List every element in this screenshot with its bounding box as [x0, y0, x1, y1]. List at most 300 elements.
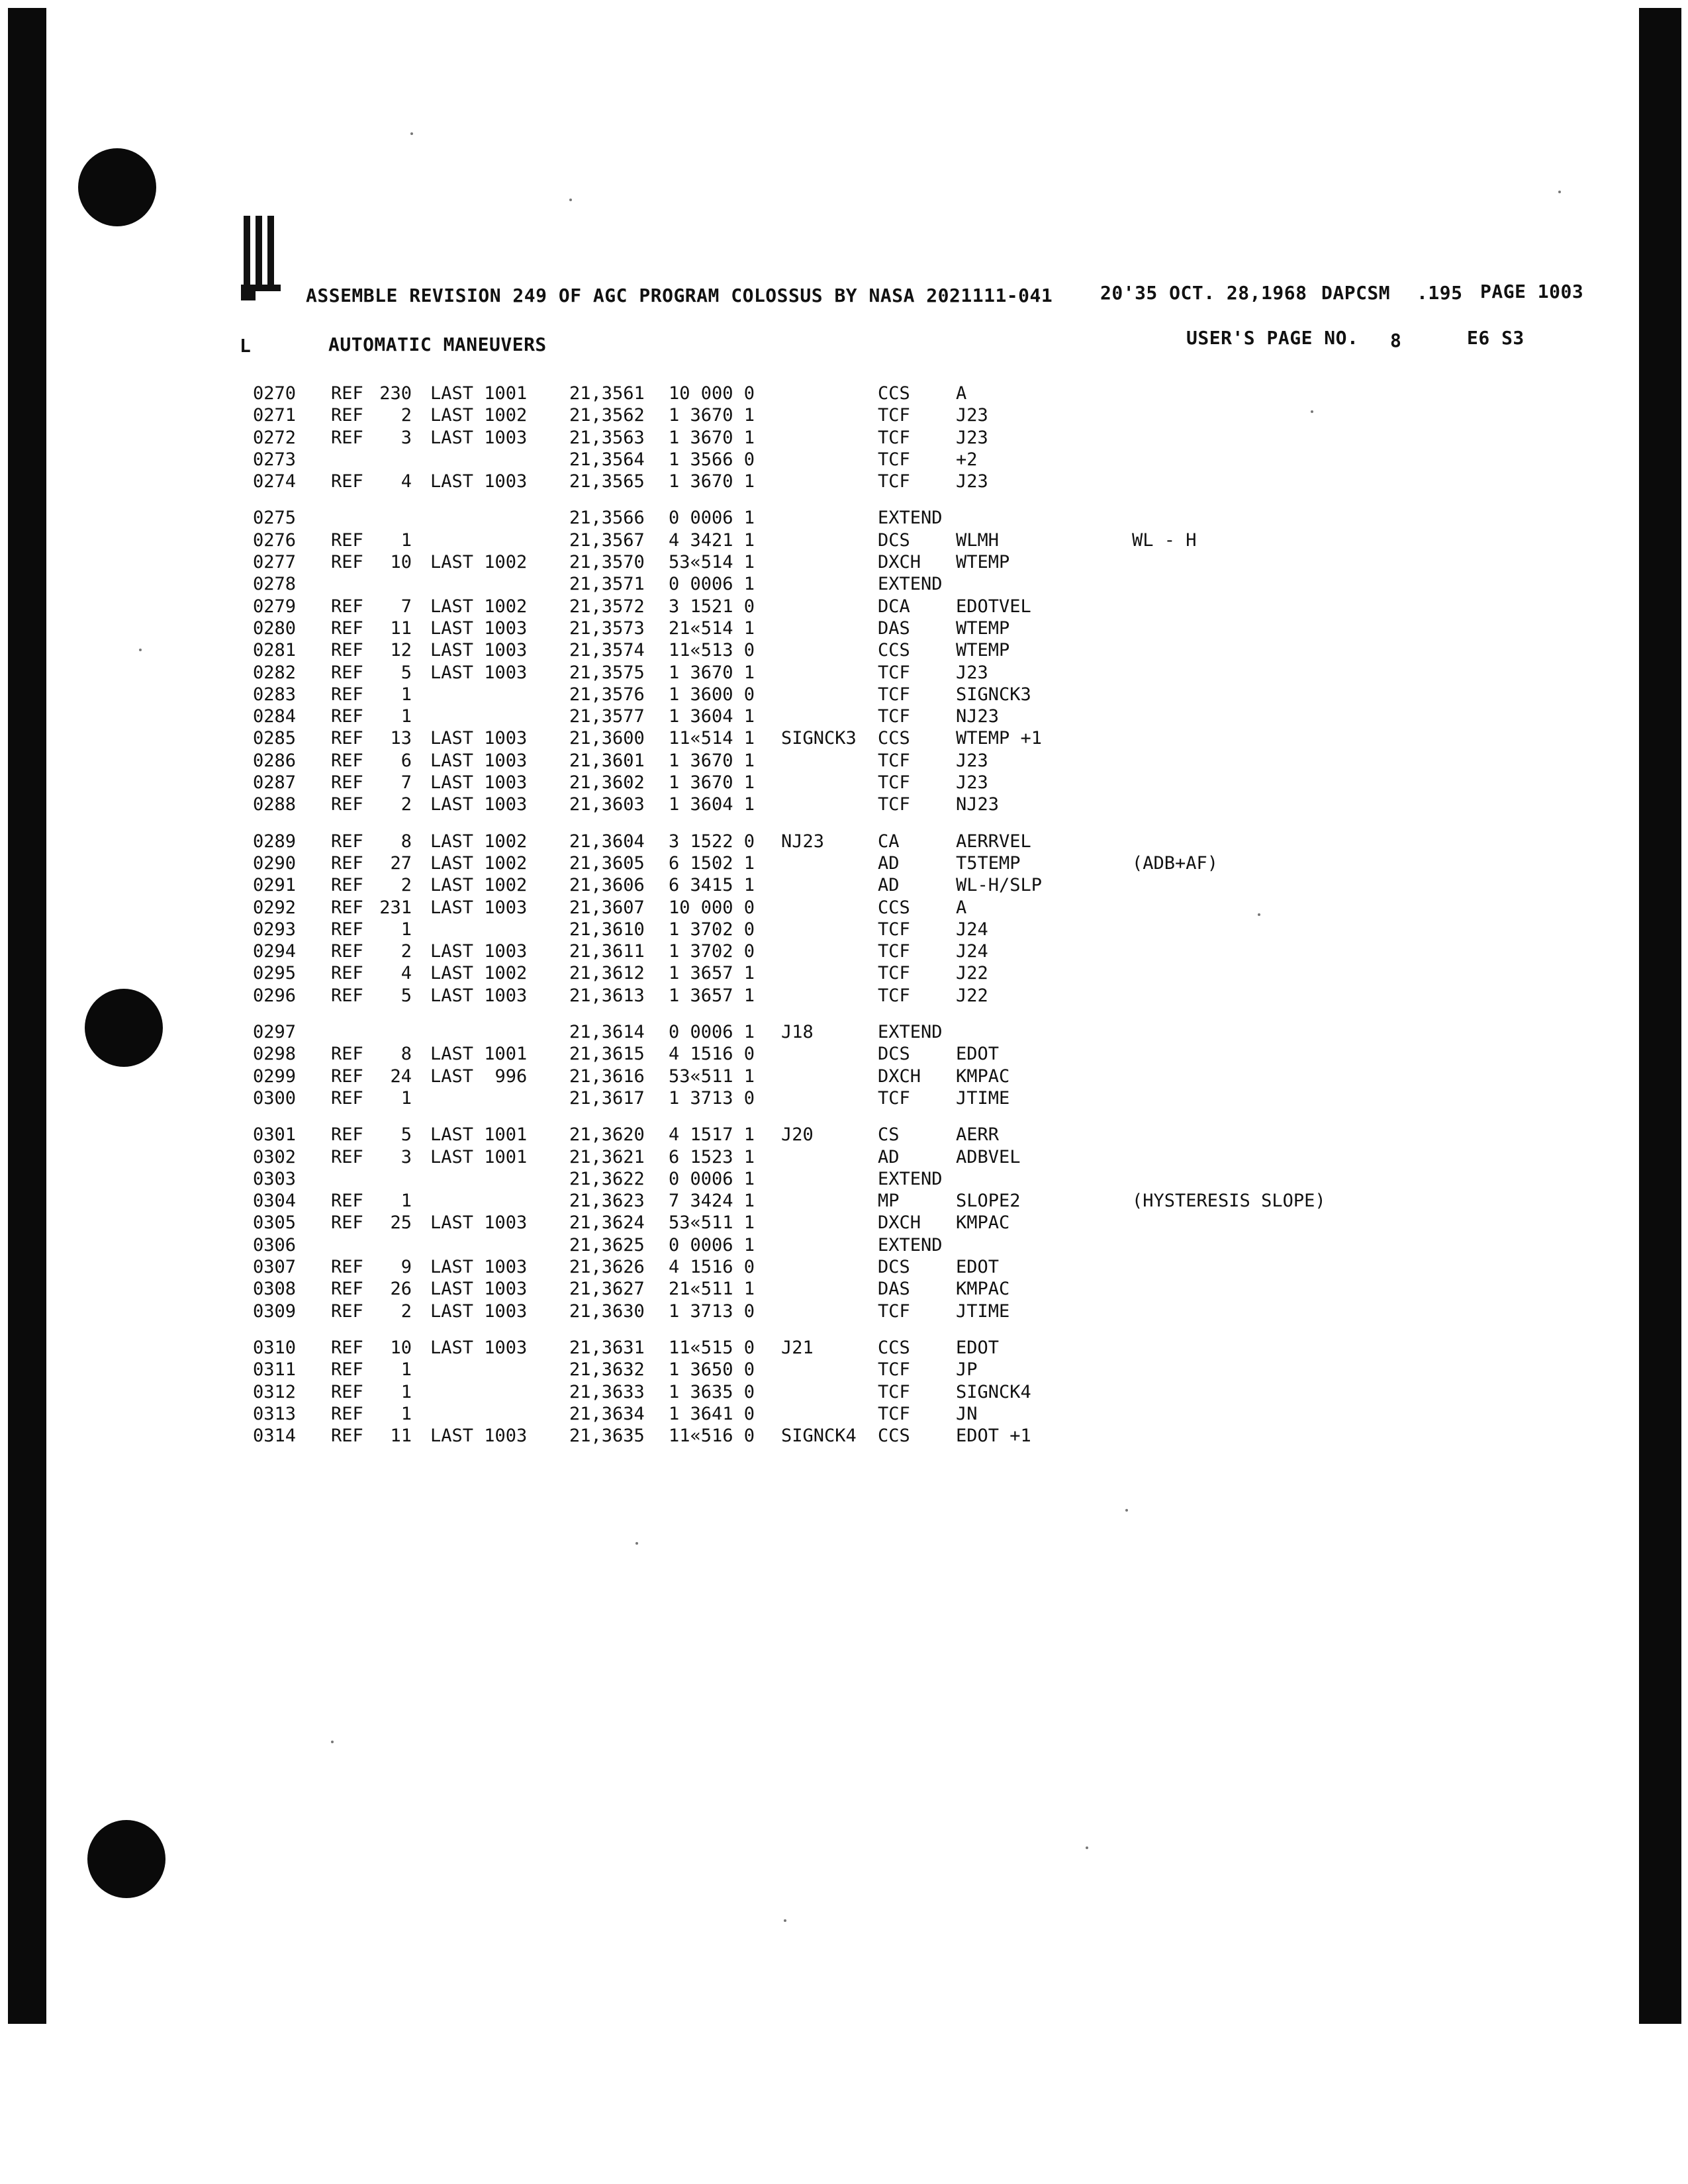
ref-count: 11 [390, 1426, 412, 1446]
line-number: 0314 [253, 1426, 297, 1446]
line-number: 0299 [253, 1066, 297, 1087]
ref-count: 5 [400, 662, 412, 683]
listing-row [0, 1278, 1688, 1300]
symbol-label: J20 [781, 1124, 814, 1145]
listing-row [0, 874, 1688, 897]
address: 21,3621 [569, 1147, 645, 1167]
listing-row [0, 772, 1688, 794]
ref-count: 1 [400, 530, 412, 551]
address: 21,3575 [569, 662, 645, 683]
operand: KMPAC [956, 1066, 1010, 1087]
line-number: 0310 [253, 1338, 297, 1358]
line-number: 0298 [253, 1044, 297, 1064]
address: 21,3604 [569, 831, 645, 852]
listing-row [0, 1403, 1688, 1426]
address: 21,3601 [569, 751, 645, 771]
opcode: DCS [878, 1257, 910, 1277]
listing-row [0, 427, 1688, 449]
last-ref: LAST 1003 [430, 728, 528, 749]
listing-row [0, 727, 1688, 750]
opcode: EXTEND [878, 1022, 943, 1042]
machine-code: 1 3702 0 [669, 919, 755, 940]
opcode: EXTEND [878, 508, 943, 528]
ref-label: REF [331, 1044, 363, 1064]
line-number: 0287 [253, 772, 297, 793]
ref-count: 8 [400, 1044, 412, 1064]
ref-label: REF [331, 684, 363, 705]
punch-hole-bottom [87, 1820, 165, 1898]
listing-row [0, 940, 1688, 963]
operand: KMPAC [956, 1212, 1010, 1233]
section-title: AUTOMATIC MANEUVERS [328, 334, 547, 355]
listing-row [0, 1021, 1688, 1044]
line-number: 0304 [253, 1191, 297, 1211]
listing-row [0, 507, 1688, 529]
opcode: TCF [878, 405, 910, 426]
bank-code: E6 S3 [1467, 327, 1524, 349]
opcode: DCA [878, 596, 910, 617]
listing-row [0, 1234, 1688, 1257]
line-number: 0281 [253, 640, 297, 660]
machine-code: 0 0006 1 [669, 574, 755, 594]
ref-label: REF [331, 1191, 363, 1211]
operand: JP [956, 1359, 978, 1380]
line-number: 0284 [253, 706, 297, 727]
machine-code: 1 3702 0 [669, 941, 755, 962]
last-ref: LAST 1003 [430, 1301, 528, 1322]
line-number: 0296 [253, 985, 297, 1006]
listing-row [0, 449, 1688, 471]
ref-label: REF [331, 897, 363, 918]
machine-code: 1 3670 1 [669, 428, 755, 448]
ref-count: 10 [390, 1338, 412, 1358]
operand: AERR [956, 1124, 1000, 1145]
ref-count: 10 [390, 552, 412, 572]
machine-code: 11«514 1 [669, 728, 755, 749]
opcode: TCF [878, 706, 910, 727]
page-number: PAGE 1003 [1480, 281, 1584, 302]
ref-count: 12 [390, 640, 412, 660]
operand: ADBVEL [956, 1147, 1021, 1167]
address: 21,3563 [569, 428, 645, 448]
line-number: 0312 [253, 1382, 297, 1402]
operand: J24 [956, 941, 988, 962]
ref-label: REF [331, 1088, 363, 1109]
line-number: 0282 [253, 662, 297, 683]
machine-code: 4 3421 1 [669, 530, 755, 551]
machine-code: 10 000 0 [669, 383, 755, 404]
ref-count: 2 [400, 794, 412, 815]
address: 21,3625 [569, 1235, 645, 1255]
ref-label: REF [331, 405, 363, 426]
opcode: DAS [878, 1279, 910, 1299]
opcode: TCF [878, 1404, 910, 1424]
address: 21,3561 [569, 383, 645, 404]
opcode: CCS [878, 640, 910, 660]
listing-row [0, 1190, 1688, 1212]
opcode: DAS [878, 618, 910, 639]
last-ref: LAST 1002 [430, 552, 528, 572]
line-number: 0285 [253, 728, 297, 749]
operand: A [956, 383, 967, 404]
address: 21,3576 [569, 684, 645, 705]
ref-label: REF [331, 1426, 363, 1446]
machine-code: 1 3641 0 [669, 1404, 755, 1424]
operand: T5TEMP [956, 853, 1021, 874]
ref-label: REF [331, 772, 363, 793]
line-number: 0272 [253, 428, 297, 448]
last-ref: LAST 1003 [430, 428, 528, 448]
ref-count: 5 [400, 1124, 412, 1145]
opcode: TCF [878, 471, 910, 492]
ref-count: 2 [400, 405, 412, 426]
address: 21,3577 [569, 706, 645, 727]
operand: WLMH [956, 530, 1000, 551]
ref-label: REF [331, 919, 363, 940]
punch-hole-top [78, 148, 156, 226]
symbol-label: J21 [781, 1338, 814, 1358]
line-number: 0271 [253, 405, 297, 426]
line-number: 0303 [253, 1169, 297, 1189]
address: 21,3571 [569, 574, 645, 594]
address: 21,3611 [569, 941, 645, 962]
machine-code: 4 1517 1 [669, 1124, 755, 1145]
machine-code: 4 1516 0 [669, 1257, 755, 1277]
ref-count: 27 [390, 853, 412, 874]
listing-row [0, 985, 1688, 1007]
operand: J23 [956, 405, 988, 426]
machine-code: 6 3415 1 [669, 875, 755, 895]
listing-row [0, 1146, 1688, 1169]
ref-label: REF [331, 985, 363, 1006]
ref-label: REF [331, 428, 363, 448]
ref-count: 7 [400, 772, 412, 793]
listing-row [0, 617, 1688, 640]
machine-code: 3 1522 0 [669, 831, 755, 852]
machine-code: 1 3650 0 [669, 1359, 755, 1380]
line-number: 0297 [253, 1022, 297, 1042]
opcode: CCS [878, 1338, 910, 1358]
comment: (HYSTERESIS SLOPE) [1132, 1191, 1326, 1211]
ref-label: REF [331, 831, 363, 852]
listing-row [0, 1337, 1688, 1359]
opcode: TCF [878, 1382, 910, 1402]
ref-label: REF [331, 383, 363, 404]
line-number: 0307 [253, 1257, 297, 1277]
machine-code: 53«514 1 [669, 552, 755, 572]
machine-code: 3 1521 0 [669, 596, 755, 617]
last-ref: LAST 1003 [430, 897, 528, 918]
ref-label: REF [331, 1212, 363, 1233]
listing-row [0, 1256, 1688, 1279]
line-number: 0292 [253, 897, 297, 918]
opcode: CCS [878, 1426, 910, 1446]
machine-code: 53«511 1 [669, 1212, 755, 1233]
symbol-label: J18 [781, 1022, 814, 1042]
listing-row [0, 684, 1688, 706]
operand: AERRVEL [956, 831, 1031, 852]
ref-count: 5 [400, 985, 412, 1006]
address: 21,3617 [569, 1088, 645, 1109]
line-number: 0275 [253, 508, 297, 528]
last-ref: LAST 1003 [430, 1257, 528, 1277]
operand: JTIME [956, 1088, 1010, 1109]
scan-left-border [8, 8, 46, 2024]
print-timestamp: 20'35 OCT. 28,1968 [1100, 282, 1307, 304]
ref-count: 1 [400, 1382, 412, 1402]
listing-row [0, 1359, 1688, 1381]
page-fraction: .195 [1417, 282, 1463, 304]
opcode: TCF [878, 751, 910, 771]
opcode: TCF [878, 963, 910, 983]
line-number: 0280 [253, 618, 297, 639]
last-ref: LAST 1001 [430, 1147, 528, 1167]
last-ref: LAST 1001 [430, 1044, 528, 1064]
last-ref: LAST 1003 [430, 1279, 528, 1299]
operand: WL-H/SLP [956, 875, 1043, 895]
ref-label: REF [331, 1338, 363, 1358]
line-number: 0294 [253, 941, 297, 962]
ref-label: REF [331, 530, 363, 551]
ref-label: REF [331, 1301, 363, 1322]
machine-code: 1 3713 0 [669, 1301, 755, 1322]
line-number: 0301 [253, 1124, 297, 1145]
operand: SIGNCK4 [956, 1382, 1031, 1402]
machine-code: 1 3604 1 [669, 794, 755, 815]
opcode: TCF [878, 985, 910, 1006]
operand: JTIME [956, 1301, 1010, 1322]
ref-label: REF [331, 1359, 363, 1380]
listing-row [0, 404, 1688, 427]
assembly-title: ASSEMBLE REVISION 249 OF AGC PROGRAM COLOSSUS BY NASA 2021111-041 [306, 285, 1053, 306]
listing-row [0, 383, 1688, 405]
ref-count: 13 [390, 728, 412, 749]
operand: WTEMP [956, 552, 1010, 572]
last-ref: LAST 1002 [430, 963, 528, 983]
line-number: 0279 [253, 596, 297, 617]
operand: EDOT [956, 1044, 1000, 1064]
last-ref: LAST 1003 [430, 1338, 528, 1358]
machine-code: 10 000 0 [669, 897, 755, 918]
address: 21,3610 [569, 919, 645, 940]
ref-count: 26 [390, 1279, 412, 1299]
listing-row [0, 919, 1688, 941]
ref-label: REF [331, 1066, 363, 1087]
operand: A [956, 897, 967, 918]
address: 21,3572 [569, 596, 645, 617]
line-number: 0302 [253, 1147, 297, 1167]
ref-label: REF [331, 706, 363, 727]
ref-label: REF [331, 662, 363, 683]
listing-row [0, 705, 1688, 728]
ref-label: REF [331, 963, 363, 983]
machine-code: 1 3600 0 [669, 684, 755, 705]
listing-row [0, 750, 1688, 772]
operand: JN [956, 1404, 978, 1424]
operand: NJ23 [956, 706, 1000, 727]
last-ref: LAST 1003 [430, 471, 528, 492]
address: 21,3613 [569, 985, 645, 1006]
line-number: 0270 [253, 383, 297, 404]
line-number: 0305 [253, 1212, 297, 1233]
ref-label: REF [331, 751, 363, 771]
address: 21,3615 [569, 1044, 645, 1064]
machine-code: 1 3670 1 [669, 751, 755, 771]
last-ref: LAST 1003 [430, 640, 528, 660]
listing-row [0, 573, 1688, 596]
listing-row [0, 897, 1688, 919]
line-number: 0277 [253, 552, 297, 572]
users-page-label: USER'S PAGE NO. [1186, 327, 1359, 349]
ref-count: 2 [400, 1301, 412, 1322]
ref-count: 1 [400, 1088, 412, 1109]
last-ref: LAST 1002 [430, 405, 528, 426]
opcode: EXTEND [878, 1169, 943, 1189]
operand: NJ23 [956, 794, 1000, 815]
line-number: 0291 [253, 875, 297, 895]
machine-code: 21«511 1 [669, 1279, 755, 1299]
line-number: 0288 [253, 794, 297, 815]
address: 21,3607 [569, 897, 645, 918]
ref-label: REF [331, 1404, 363, 1424]
opcode: TCF [878, 919, 910, 940]
ref-count: 24 [390, 1066, 412, 1087]
opcode: AD [878, 875, 900, 895]
line-number: 0309 [253, 1301, 297, 1322]
machine-code: 6 1523 1 [669, 1147, 755, 1167]
address: 21,3605 [569, 853, 645, 874]
address: 21,3627 [569, 1279, 645, 1299]
ref-count: 7 [400, 596, 412, 617]
machine-code: 1 3713 0 [669, 1088, 755, 1109]
opcode: CA [878, 831, 900, 852]
ref-count: 25 [390, 1212, 412, 1233]
operand: EDOT +1 [956, 1426, 1031, 1446]
listing-row [0, 1087, 1688, 1110]
operand: WTEMP [956, 618, 1010, 639]
line-number: 0290 [253, 853, 297, 874]
listing-row [0, 471, 1688, 493]
ref-count: 1 [400, 1404, 412, 1424]
line-number: 0300 [253, 1088, 297, 1109]
operand: J23 [956, 662, 988, 683]
line-number: 0276 [253, 530, 297, 551]
ref-label: REF [331, 1382, 363, 1402]
address: 21,3622 [569, 1169, 645, 1189]
operand: +2 [956, 449, 978, 470]
machine-code: 11«513 0 [669, 640, 755, 660]
ref-label: REF [331, 552, 363, 572]
ref-label: REF [331, 1124, 363, 1145]
ref-label: REF [331, 1257, 363, 1277]
opcode: DXCH [878, 552, 921, 572]
listing-row [0, 1212, 1688, 1234]
last-ref: LAST 1003 [430, 662, 528, 683]
last-ref: LAST 1003 [430, 985, 528, 1006]
listing-row [0, 1300, 1688, 1323]
ref-count: 2 [400, 941, 412, 962]
ref-count: 3 [400, 428, 412, 448]
opcode: TCF [878, 662, 910, 683]
opcode: DCS [878, 530, 910, 551]
last-ref: LAST 1003 [430, 751, 528, 771]
line-number: 0274 [253, 471, 297, 492]
operand: WTEMP +1 [956, 728, 1043, 749]
opcode: TCF [878, 941, 910, 962]
address: 21,3616 [569, 1066, 645, 1087]
ref-label: REF [331, 941, 363, 962]
machine-code: 1 3670 1 [669, 405, 755, 426]
address: 21,3600 [569, 728, 645, 749]
machine-code: 11«515 0 [669, 1338, 755, 1358]
listing-row [0, 1381, 1688, 1404]
address: 21,3570 [569, 552, 645, 572]
ref-label: REF [331, 875, 363, 895]
opcode: MP [878, 1191, 900, 1211]
last-ref: LAST 1002 [430, 853, 528, 874]
line-number: 0283 [253, 684, 297, 705]
symbol-label: NJ23 [781, 831, 825, 852]
ref-label: REF [331, 1147, 363, 1167]
machine-code: 53«511 1 [669, 1066, 755, 1087]
address: 21,3634 [569, 1404, 645, 1424]
operand: J23 [956, 751, 988, 771]
ref-count: 2 [400, 875, 412, 895]
machine-code: 1 3604 1 [669, 706, 755, 727]
ref-count: 1 [400, 1191, 412, 1211]
address: 21,3633 [569, 1382, 645, 1402]
opcode: DXCH [878, 1212, 921, 1233]
address: 21,3573 [569, 618, 645, 639]
last-ref: LAST 1003 [430, 794, 528, 815]
opcode: CCS [878, 728, 910, 749]
opcode: TCF [878, 449, 910, 470]
address: 21,3635 [569, 1426, 645, 1446]
comment: WL - H [1132, 530, 1197, 551]
opcode: CS [878, 1124, 900, 1145]
line-number: 0308 [253, 1279, 297, 1299]
ref-count: 4 [400, 471, 412, 492]
operand: EDOTVEL [956, 596, 1031, 617]
last-ref: LAST 1002 [430, 875, 528, 895]
program-name: DAPCSM [1321, 282, 1391, 304]
operand: J23 [956, 772, 988, 793]
operand: J23 [956, 428, 988, 448]
section-code: L [240, 335, 252, 357]
last-ref: LAST 1002 [430, 596, 528, 617]
machine-code: 1 3670 1 [669, 662, 755, 683]
operand: EDOT [956, 1257, 1000, 1277]
opcode: AD [878, 853, 900, 874]
opcode: AD [878, 1147, 900, 1167]
ref-count: 231 [379, 897, 412, 918]
opcode: CCS [878, 383, 910, 404]
last-ref: LAST 1003 [430, 941, 528, 962]
machine-code: 1 3635 0 [669, 1382, 755, 1402]
line-number: 0273 [253, 449, 297, 470]
listing-row [0, 1043, 1688, 1066]
operand: SLOPE2 [956, 1191, 1021, 1211]
ref-label: REF [331, 728, 363, 749]
address: 21,3612 [569, 963, 645, 983]
ref-label: REF [331, 1279, 363, 1299]
operand: J23 [956, 471, 988, 492]
machine-code: 4 1516 0 [669, 1044, 755, 1064]
last-ref: LAST 1002 [430, 831, 528, 852]
address: 21,3565 [569, 471, 645, 492]
address: 21,3626 [569, 1257, 645, 1277]
ref-label: REF [331, 471, 363, 492]
